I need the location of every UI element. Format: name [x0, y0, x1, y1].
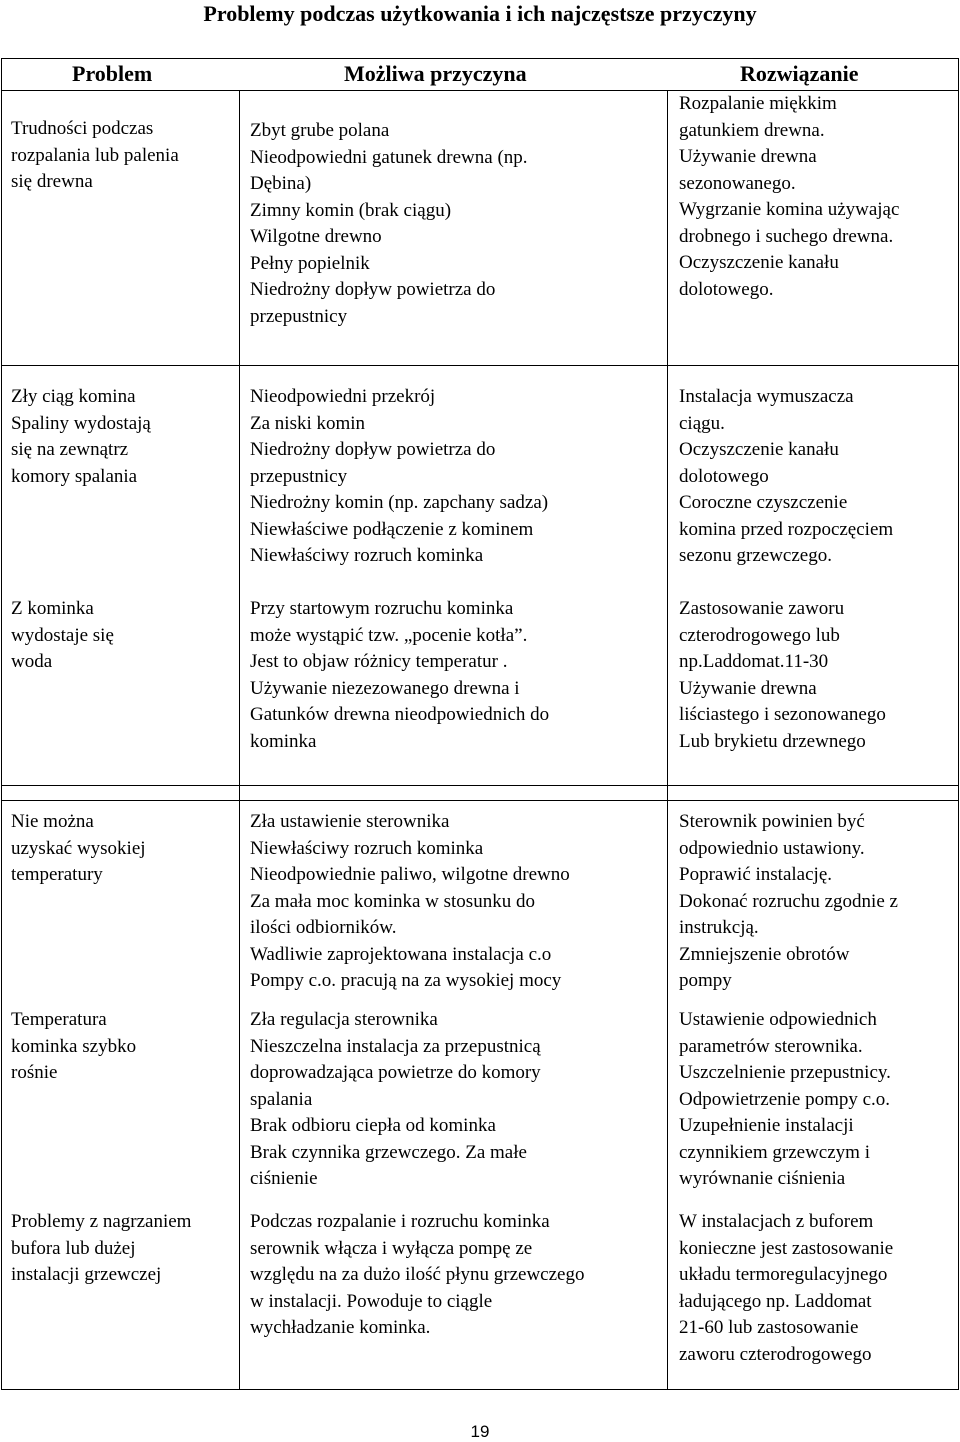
row-5-cause: Zła regulacja sterownika Nieszczelna instalacja za przepustnicą doprowadzająca powietrze do komory spalania Brak odbioru ciepła od kominka Brak czynnika grzewczego. Za małe ciśnienie — [250, 1009, 541, 1189]
row-2-solution: Instalacja wymuszacza ciągu. Oczyszczenie kanału dolotowego Coroczne czyszczenie komina przed rozpoczęciem sezonu grzewczego. — [679, 386, 894, 566]
header-solution: Rozwiązanie — [740, 61, 859, 86]
row-5-solution: Ustawienie odpowiednich parametrów sterownika. Uszczelnienie przepustnicy. Odpowietrzenie pompy c.o. Uzupełnienie instalacji czynnikiem grzewczym i wyrównanie ciśnienia — [679, 1009, 891, 1189]
table-border-left — [1, 58, 2, 1390]
row-divider — [1, 800, 959, 801]
table-border-right — [958, 58, 959, 1390]
row-6-cause: Podczas rozpalanie i rozruchu kominka serownik włącza i wyłącza pompę ze względu na za dużo ilość płynu grzewczego w instalacji. Powoduje to ciągle wychładzanie kominka. — [250, 1211, 585, 1338]
row-3-cause: Przy startowym rozruchu kominka może wystąpić tzw. „pocenie kotła”. Jest to objaw różnicy temperatur . Używanie niezezowanego drewna i Gatunków drewna nieodpowiednich do kominka — [250, 598, 550, 752]
column-divider — [239, 90, 240, 1390]
row-5-problem: Temperatura kominka szybko rośnie — [11, 1009, 137, 1083]
row-3-solution: Zastosowanie zaworu czterodrogowego lub np.Laddomat.11-30 Używanie drewna liściastego i sezonowanego Lub brykietu drzewnego — [679, 598, 886, 752]
row-3-problem: Z kominka wydostaje się woda — [11, 598, 114, 672]
row-2-problem: Zły ciąg komina Spaliny wydostają się na zewnątrz komory spalania — [11, 386, 151, 487]
page-number: 19 — [470, 1422, 490, 1441]
header-cause: Możliwa przyczyna — [344, 61, 527, 86]
row-1-cause: Zbyt grube polana Nieodpowiedni gatunek drewna (np. Dębina) Zimny komin (brak ciągu) Wilgotne drewno Pełny popielnik Niedrożny dopływ powietrza do przepustnicy — [250, 120, 528, 327]
row-6-solution: W instalacjach z buforem konieczne jest zastosowanie układu termoregulacyjnego ładującego np. Laddomat 21-60 lub zastosowanie zaworu czterodrogowego — [679, 1211, 894, 1365]
row-4-solution: Sterownik powinien być odpowiednio ustawiony. Poprawić instalację. Dokonać rozruchu zgodnie z instrukcją. Zmniejszenie obrotów pompy — [679, 811, 898, 991]
table-border-bottom — [1, 1389, 959, 1390]
table-border-top — [1, 58, 959, 59]
column-divider — [667, 90, 668, 1390]
row-2-cause: Nieodpowiedni przekrój Za niski komin Niedrożny dopływ powietrza do przepustnicy Niedrożny komin (np. zapchany sadza) Niewłaściwe podłączenie z kominem Niewłaściwy rozruch kominka — [250, 386, 549, 566]
row-4-problem: Nie można uzyskać wysokiej temperatury — [11, 811, 146, 885]
header-problem: Problem — [72, 61, 153, 86]
row-6-problem: Problemy z nagrzaniem bufora lub dużej instalacji grzewczej — [11, 1211, 192, 1285]
row-divider — [1, 365, 959, 366]
page-title: Problemy podczas użytkowania i ich najczęstsze przyczyny — [203, 1, 757, 26]
row-1-problem: Trudności podczas rozpalania lub palenia się drewna — [11, 118, 179, 192]
row-1-solution: Rozpalanie miękkim gatunkiem drewna. Używanie drewna sezonowanego. Wygrzanie komina używając drobnego i suchego drewna. Oczyszczenie kanału dolotowego. — [679, 93, 900, 300]
row-divider — [1, 785, 959, 786]
row-4-cause: Zła ustawienie sterownika Niewłaściwy rozruch kominka Nieodpowiednie paliwo, wilgotne drewno Za mała moc kominka w stosunku do ilości odbiorników. Wadliwie zaprojektowana instalacja c.o Pompy c.o. pracują na za wysokiej mocy — [250, 811, 570, 991]
